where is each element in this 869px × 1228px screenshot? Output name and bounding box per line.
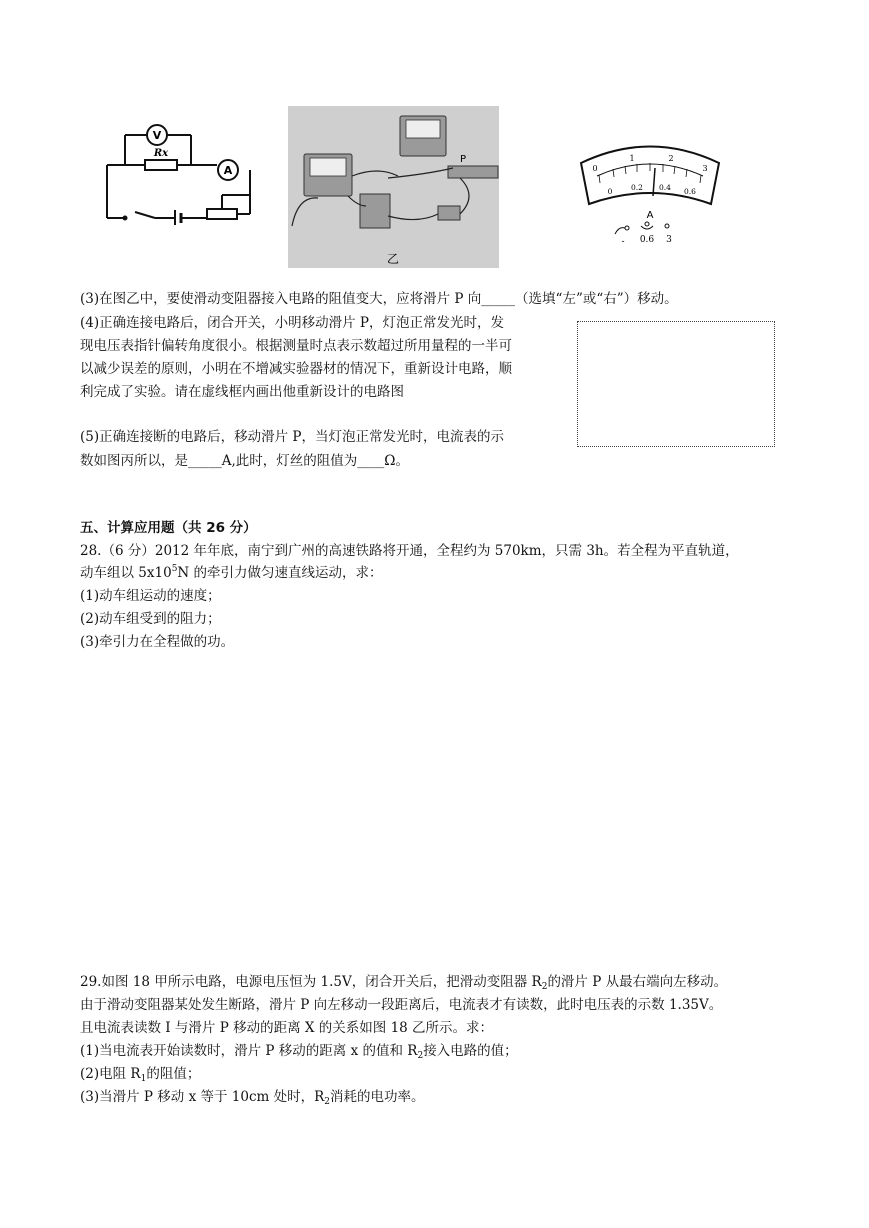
slider-p-label: P: [460, 154, 467, 165]
q27-part4-line3: 以减少误差的原则，小明在不增减实验器材的情况下，重新设计电路，顺: [80, 361, 512, 377]
top-scale-1: 1: [629, 154, 635, 163]
q28-line1: 28.（6 分）2012 年年底，南宁到广州的高速铁路将开通，全程约为 570km，只需 3h。若全程为平直轨道，: [80, 543, 739, 559]
voltmeter-label: V: [152, 129, 162, 142]
q29-item1: (1)当电流表开始读数时，滑片 P 移动的距离 x 的值和 $R_2$接入电路的值；: [80, 1043, 518, 1061]
top-scale-0: 0: [592, 164, 598, 173]
circuit-drawing-box[interactable]: [577, 321, 775, 447]
ammeter-dial: [575, 138, 725, 248]
ammeter-label: A: [223, 164, 233, 177]
q28-item1: (1)动车组运动的速度；: [80, 588, 221, 604]
top-scale-2: 2: [668, 154, 674, 163]
q28-line2: 动车组以 $5x10^5N$ 的牵引力做匀速直线运动，求：: [80, 564, 383, 581]
q27-part4-line2: 现电压表指针偏转角度很小。根据测量时点表示数超过所用量程的一半可: [80, 338, 512, 354]
dial-unit: A: [646, 210, 654, 221]
bottom-scale-06: 0.6: [684, 187, 696, 196]
terminal-minus: -: [621, 237, 625, 247]
top-scale-3: 3: [702, 164, 708, 173]
q27-part3: (3)在图乙中，要使滑动变阻器接入电路的阻值变大，应将滑片 P 向_____（选填“左”或“右”）移动。: [80, 291, 678, 307]
q29-line2: 由于滑动变阻器某处发生断路，滑片 P 向左移动一段距离后，电流表才有读数，此时电压表的示数 1.35V。: [80, 997, 723, 1013]
q27-part4-line1: (4)正确连接电路后，闭合开关，小明移动滑片 P，灯泡正常发光时，发: [80, 315, 504, 331]
circuit-diagram: [95, 120, 260, 225]
q29-item2: (2)电阻 $R_1$的阻值；: [80, 1066, 201, 1084]
bottom-scale-0: 0: [607, 187, 613, 196]
resistor-label: Rx: [153, 148, 169, 159]
q29-line3: 且电流表读数 I 与滑片 P 移动的距离 X 的关系如图 18 乙所示。求：: [80, 1020, 494, 1036]
q29-line1: 29.如图 18 甲所示电路，电源电压恒为 1.5V，闭合开关后，把滑动变阻器 $R_2$的滑片 P 从最右端向左移动。: [80, 974, 728, 992]
bottom-scale-04: 0.4: [659, 183, 671, 192]
section-heading: 五、计算应用题（共 26 分）: [80, 520, 257, 536]
q27-part4-line4: 利完成了实验。请在虚线框内画出他重新设计的电路图: [80, 384, 404, 400]
photo-caption: 乙: [386, 252, 400, 266]
q27-part5-line2: 数如图丙所以，是_____A,此时，灯丝的阻值为____Ω。: [80, 453, 409, 469]
q28-item3: (3)牵引力在全程做的功。: [80, 634, 235, 650]
terminal-06: 0.6: [639, 235, 655, 245]
q27-part5-line1: (5)正确连接断的电路后，移动滑片 P，当灯泡正常发光时，电流表的示: [80, 429, 504, 445]
q28-item2: (2)动车组受到的阻力；: [80, 611, 221, 627]
apparatus-photo: [288, 106, 499, 268]
q29-item3: (3)当滑片 P 移动 x 等于 10cm 处时，$R_2$消耗的电功率。: [80, 1089, 425, 1107]
bottom-scale-02: 0.2: [631, 183, 643, 192]
terminal-3: 3: [666, 235, 672, 245]
